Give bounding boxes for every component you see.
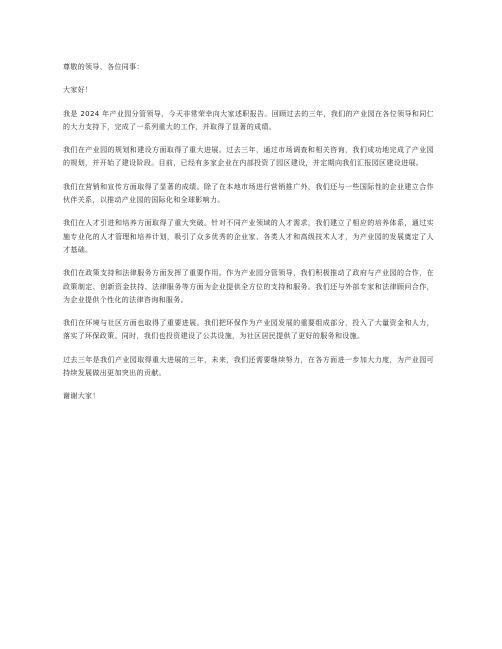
- paragraph-policy: 我们在政策支持和法律服务方面发挥了重要作用。作为产业园分管领导，我们积极推动了政府与产业园的合作，在政策制定、创新资金扶持、法律服务等方面为企业提供全方位的支持和服务。我们还与外部专家和法律顾问合作，为企业提供个性化的法律咨询和服务。: [63, 269, 434, 304]
- document-body: [63, 61, 434, 404]
- paragraph-talent: 我们在人才引进和培养方面取得了重大突破。针对不同产业领域的人才需求，我们建立了相应的培养体系，通过实施专业化的人才管理和培养计划，吸引了众多优秀的企业家、各类人才和高级技术人才，为产业园的发展奠定了人才基础。: [63, 219, 434, 254]
- paragraph-summary: 过去三年是我们产业园取得重大进展的三年，未来，我们还需要继续努力，在各方面进一步加大力度，为产业园可持续发展做出更加突出的贡献。: [63, 355, 434, 378]
- salutation: 尊敬的领导、各位同事：: [63, 63, 144, 71]
- paragraph-planning: 我们在产业园的规划和建设方面取得了重大进展。过去三年，通过市场调查和相关咨询，我们成功地完成了产业园的规划，并开始了建设阶段。目前，已经有多家企业在内部投资了园区建设，并定期向我们汇报园区建设进展。: [63, 146, 434, 168]
- paragraph-intro: 我是 2024 年产业园分管领导，今天非常荣幸向大家述职报告。回顾过去的三年，我们的产业园在各位领导和同仁的大力支持下，完成了一系列重大的工作，并取得了显著的成绩。: [63, 109, 434, 131]
- greeting: 大家好！: [63, 86, 93, 95]
- paragraph-marketing: 我们在营销和宣传方面取得了显著的成绩。除了在本地市场进行营销推广外，我们还与一些国际性的企业建立合作伙伴关系，以推动产业园的国际化和全球影响力。: [63, 182, 434, 205]
- paragraph-environment: 我们在环境与社区方面也取得了重要进展。我们把环保作为产业园发展的重要组成部分，投入了大量资金和人力，落实了环保政策。同时，我们也投资建设了公共设施，为社区居民提供了更好的服务和设施。: [63, 319, 434, 341]
- closing: 谢谢大家！: [63, 392, 100, 401]
